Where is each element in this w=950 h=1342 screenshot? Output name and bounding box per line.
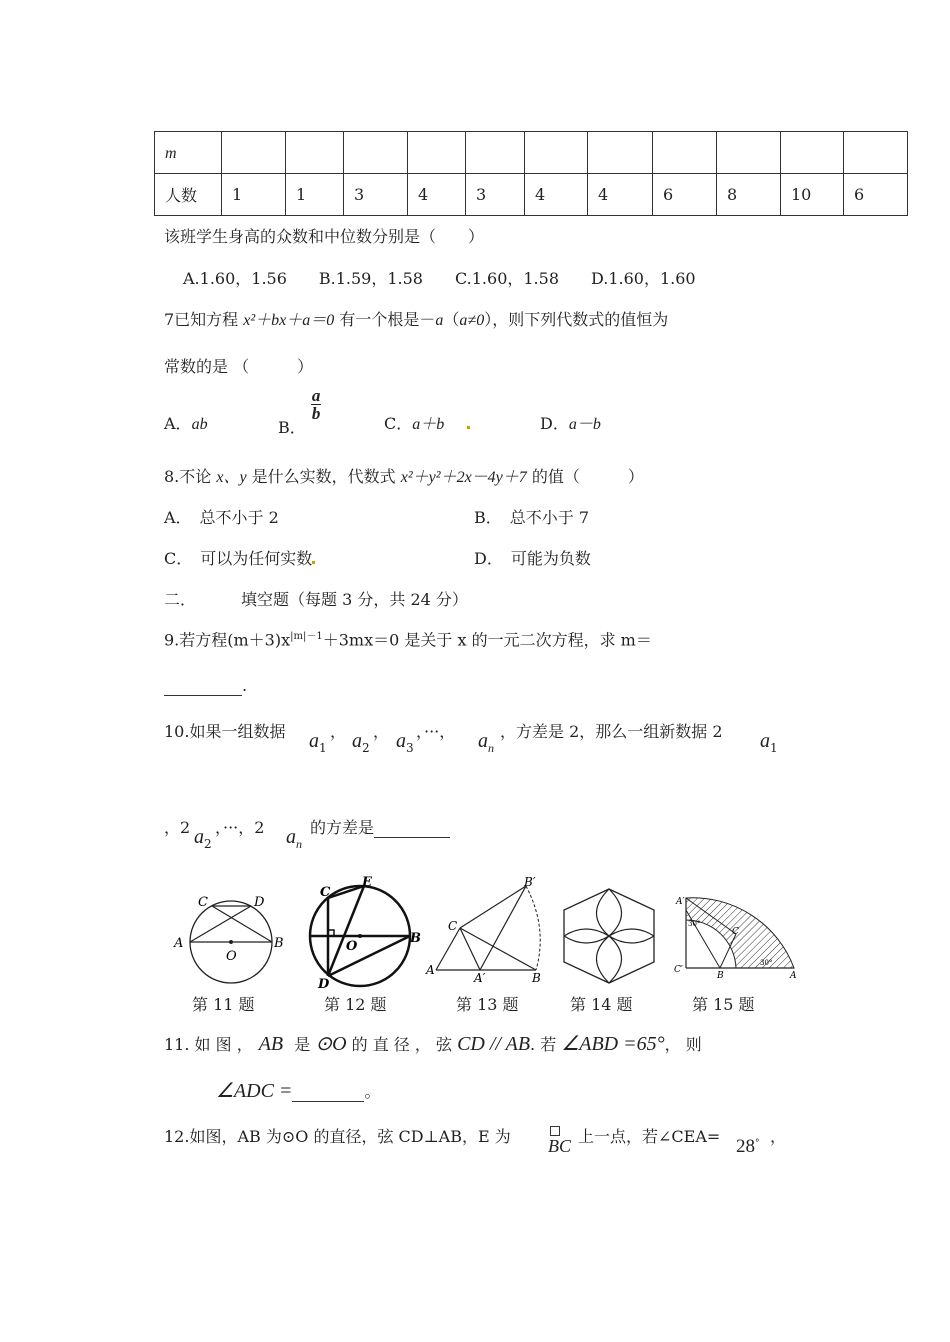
arc-bc: BC bbox=[548, 1126, 571, 1157]
table-row bbox=[155, 174, 908, 216]
q10-ellipsis: ，···， bbox=[416, 722, 456, 741]
q10-line1-b: ，方差是 2，那么一组新数据 2 bbox=[500, 722, 723, 741]
fig11-label: C bbox=[198, 895, 208, 910]
q10-comma: ， bbox=[373, 722, 390, 741]
section-2-label: 二． bbox=[164, 590, 197, 609]
figure-15 bbox=[670, 890, 804, 982]
fig11-label: O bbox=[226, 949, 237, 964]
arc-symbol-icon bbox=[550, 1126, 560, 1136]
fig12-label: O bbox=[346, 939, 358, 954]
q7-option-b: B． $\frac{a}{b}$ bbox=[278, 386, 321, 437]
table-cell: 4 bbox=[525, 174, 588, 216]
q12-line1-b: 上一点，若∠CEA= bbox=[578, 1127, 721, 1146]
fig12-label: E bbox=[362, 876, 372, 890]
q12-angle: 28° bbox=[736, 1136, 760, 1157]
q9-answer-blank[interactable] bbox=[164, 676, 242, 696]
fig12-label: C bbox=[320, 885, 331, 900]
fig15-label: B bbox=[717, 971, 724, 981]
q10-new-an: $a_n$ bbox=[286, 826, 302, 851]
q10-new-a2: $a_2$ bbox=[194, 826, 212, 851]
fig15-angle-label: 30° bbox=[688, 920, 701, 928]
fig13-label: C bbox=[448, 919, 458, 933]
ink-dot bbox=[467, 426, 470, 429]
fig13-label: A′ bbox=[474, 971, 486, 984]
q6-options: A.1.60，1.56 B.1.59，1.58 C.1.60，1.58 D.1.60，1.60 bbox=[183, 269, 696, 288]
fig11-label: A bbox=[174, 936, 184, 951]
section-2-title: 填空题（每题 3 分，共 24 分） bbox=[241, 590, 468, 609]
fig15-label: A bbox=[790, 971, 797, 981]
q9-line1: 9.若方程$(m+3)x^{|m|-1}+3mx=0$ 是关于 x 的一元二次方程，求 m＝ bbox=[164, 630, 652, 650]
fig13-label: A bbox=[426, 963, 435, 977]
q10-a3: $a_3$ bbox=[396, 730, 414, 755]
fig12-label: D bbox=[318, 977, 330, 992]
table-row-label: 人数 bbox=[155, 174, 222, 216]
q10-line2-a: ，2 bbox=[164, 818, 191, 837]
table-row bbox=[155, 132, 908, 174]
fig11-label: B bbox=[274, 936, 284, 951]
figure-14 bbox=[554, 884, 664, 988]
q11-line1: 11. 如 图 ， AB 是 ⊙O 的 直 径 ， 弦 CD // AB. 若 ∠ABD =65°， 则 bbox=[164, 1033, 702, 1055]
fig15-label: A′ bbox=[676, 897, 685, 907]
q6-stem: 该班学生身高的众数和中位数分别是（ ） bbox=[164, 227, 485, 246]
table-cell: 1 bbox=[222, 174, 286, 216]
figure-15-caption: 第 15 题 bbox=[692, 995, 755, 1014]
height-frequency-table bbox=[154, 131, 908, 216]
table-cell: 8 bbox=[717, 174, 781, 216]
table-header-label: m bbox=[155, 132, 222, 174]
q7-line2: 常数的是 （ ） bbox=[164, 357, 314, 376]
table-cell: 10 bbox=[781, 174, 844, 216]
q8-option-a: A． 总不小于 2 bbox=[164, 508, 279, 527]
fig12-label: B bbox=[410, 931, 421, 946]
fig13-label: B bbox=[532, 971, 541, 984]
figure-13-caption: 第 13 题 bbox=[456, 995, 519, 1014]
figure-11-caption: 第 11 题 bbox=[192, 995, 255, 1014]
fig15-angle-label: 30° bbox=[760, 959, 773, 967]
q10-line2-b: ，···，2 bbox=[215, 818, 265, 837]
fig11-label: D bbox=[254, 895, 265, 910]
q10-line1: 10.如果一组数据 bbox=[164, 722, 286, 741]
table-cell: 4 bbox=[588, 174, 653, 216]
q10-an: $a_n$ bbox=[478, 730, 494, 755]
q9-answer-line: . bbox=[164, 676, 247, 696]
q8-option-d: D． 可能为负数 bbox=[474, 549, 591, 568]
fig15-label: C′ bbox=[674, 965, 683, 975]
table-cell: 4 bbox=[408, 174, 466, 216]
q10-new-a1: $a_1$ bbox=[760, 730, 778, 755]
fig15-label: C bbox=[732, 927, 739, 937]
q8-option-c: C． 可以为任何实数 bbox=[164, 546, 315, 569]
q10-answer-blank[interactable] bbox=[374, 818, 450, 838]
table-cell: 6 bbox=[653, 174, 717, 216]
fig13-label: B′ bbox=[524, 876, 536, 889]
figure-11 bbox=[170, 890, 288, 990]
figure-12 bbox=[300, 876, 424, 992]
q12-line1-a: 12.如图，AB 为⊙O 的直径，弦 CD⊥AB，E 为 bbox=[164, 1127, 511, 1146]
figure-13 bbox=[424, 876, 550, 984]
figure-12-caption: 第 12 题 bbox=[324, 995, 387, 1014]
q7-option-a: A．ab bbox=[164, 414, 208, 433]
table-cell: 1 bbox=[286, 174, 344, 216]
q12-line1-c: ， bbox=[770, 1127, 787, 1146]
q11-answer-blank[interactable] bbox=[292, 1082, 364, 1102]
q8-option-b: B． 总不小于 7 bbox=[474, 508, 590, 527]
q7-line1: 7已知方程 x²＋bx＋a＝0 有一个根是－a（a≠0），则下列代数式的值恒为 bbox=[164, 310, 669, 329]
table-cell: 3 bbox=[466, 174, 525, 216]
q10-a1: $a_1$ bbox=[309, 730, 327, 755]
figure-14-caption: 第 14 题 bbox=[570, 995, 633, 1014]
q11-line2: ∠ADC = 。 bbox=[216, 1080, 381, 1102]
q7-option-d: D．a－b bbox=[540, 414, 601, 433]
q8-stem: 8.不论 x、y 是什么实数，代数式 x²＋y²＋2x－4y＋7 的值（ ） bbox=[164, 467, 644, 486]
fraction-a-over-b: $\frac{a}{b}$ bbox=[311, 386, 321, 423]
table-cell: 3 bbox=[344, 174, 408, 216]
q10-comma: ， bbox=[330, 722, 347, 741]
q10-line2-c: 的方差是 bbox=[310, 815, 450, 838]
ink-dot bbox=[312, 561, 315, 564]
q10-a2: $a_2$ bbox=[352, 730, 370, 755]
q7-option-c: C．a＋b bbox=[384, 411, 470, 434]
table-cell: 6 bbox=[844, 174, 908, 216]
